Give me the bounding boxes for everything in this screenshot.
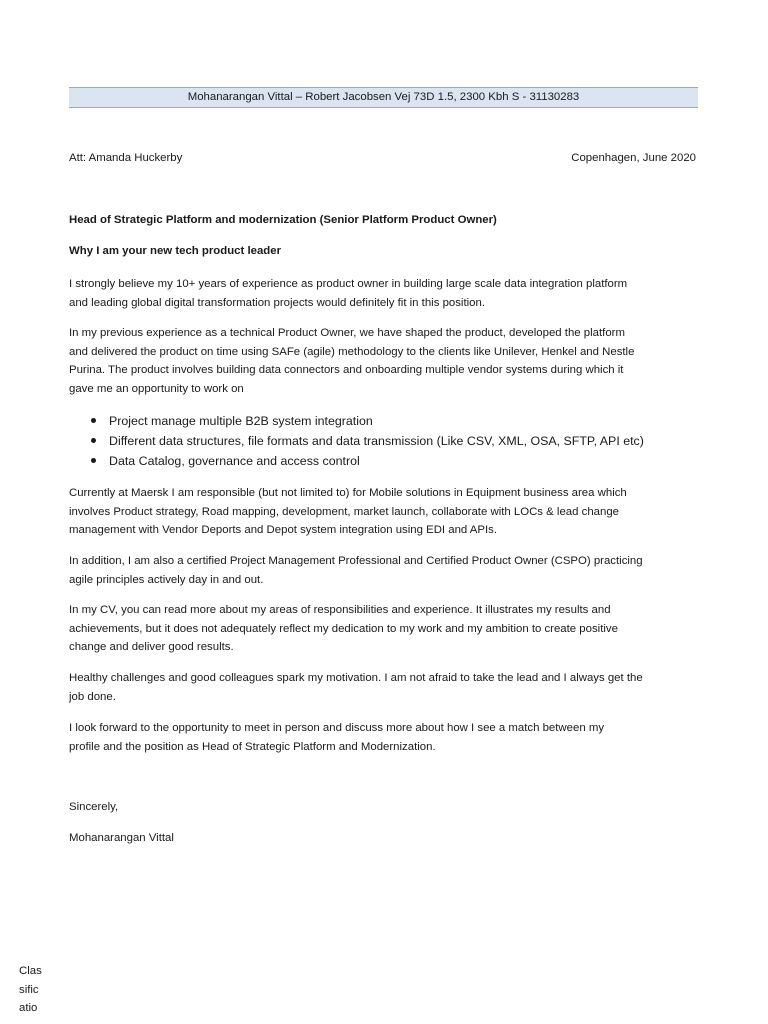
bullet-item [69, 451, 644, 471]
bullet-list [69, 411, 644, 471]
paragraph-line: involves Product strategy, Road mapping, development, market launch, collaborate with LOCs & lead change [69, 505, 620, 518]
paragraph-4 [69, 552, 699, 589]
paragraph-line: I strongly believe my 10+ years of experience as product owner in building large scale data integration platform [69, 278, 628, 290]
paragraph-line: In my previous experience as a technical Product Owner, we have shaped the product, developed the platform [69, 327, 625, 339]
closing: Sincerely, [69, 801, 119, 813]
paragraph-line: Currently at Maersk I am responsible (but not limited to) for Mobile solutions in Equipment business area which [69, 487, 627, 499]
subheading: Why I am your new tech product leader [69, 245, 282, 257]
place-date: Copenhagen, June 2020 [571, 152, 696, 164]
paragraph-line: Purina. The product involves building data connectors and onboarding multiple vendor systems during which it [69, 364, 624, 377]
bullet-dot-icon [91, 458, 96, 463]
paragraph-line: agile principles actively day in and out. [69, 573, 264, 586]
paragraph-line: I look forward to the opportunity to meet in person and discuss more about how I see a match between my [69, 722, 605, 734]
position-title: Head of Strategic Platform and modernization (Senior Platform Product Owner) [69, 214, 497, 226]
bullet-text: Project manage multiple B2B system integration [109, 414, 373, 428]
paragraph-6 [69, 669, 699, 706]
bullet-dot-icon [91, 438, 96, 443]
classification-line: atio [19, 1002, 38, 1014]
addressee: Att: Amanda Huckerby [69, 152, 183, 164]
paragraph-1 [69, 275, 699, 312]
paragraph-line: and leading global digital transformation projects would definitely fit in this position. [69, 296, 485, 309]
paragraph-2 [69, 324, 699, 398]
paragraph-line: achievements, but it does not adequately reflect my dedication to my work and my ambition to create positive [69, 622, 618, 635]
bullet-dot-icon [91, 418, 96, 423]
classification-line: Clas [19, 965, 42, 977]
bullet-item [69, 411, 644, 431]
paragraph-5 [69, 601, 699, 657]
bullet-item [69, 431, 644, 451]
contact-line: Mohanarangan Vittal – Robert Jacobsen Vej 73D 1.5, 2300 Kbh S - 31130283 [187, 91, 580, 103]
bullet-text: Different data structures, file formats and data transmission (Like CSV, XML, OSA, SFTP, API etc) [109, 434, 644, 448]
paragraph-line: Healthy challenges and good colleagues spark my motivation. I am not afraid to take the lead and I always get the [69, 672, 643, 684]
classification-line: sific [19, 983, 39, 996]
bullet-text: Data Catalog, governance and access control [109, 454, 360, 468]
paragraph-line: change and deliver good results. [69, 641, 234, 654]
paragraph-line: job done. [69, 690, 116, 703]
paragraph-line: and delivered the product on time using SAFe (agile) methodology to the clients like Unilever, Henkel and Nestle [69, 345, 635, 358]
contact-header [69, 87, 698, 108]
paragraph-line: In my CV, you can read more about my areas of responsibilities and experience. It illustrates my results and [69, 604, 611, 616]
paragraph-7 [69, 719, 699, 756]
classification-label [19, 962, 49, 1018]
paragraph-line: profile and the position as Head of Strategic Platform and Modernization. [69, 740, 436, 753]
paragraph-3 [69, 484, 699, 540]
signature-name: Mohanarangan Vittal [69, 832, 174, 844]
paragraph-line: In addition, I am also a certified Project Management Professional and Certified Product Owner (CSPO) practicing [69, 555, 643, 567]
paragraph-line: management with Vendor Deports and Depot system integration using EDI and APIs. [69, 524, 498, 537]
paragraph-line: gave me an opportunity to work on [69, 382, 244, 395]
